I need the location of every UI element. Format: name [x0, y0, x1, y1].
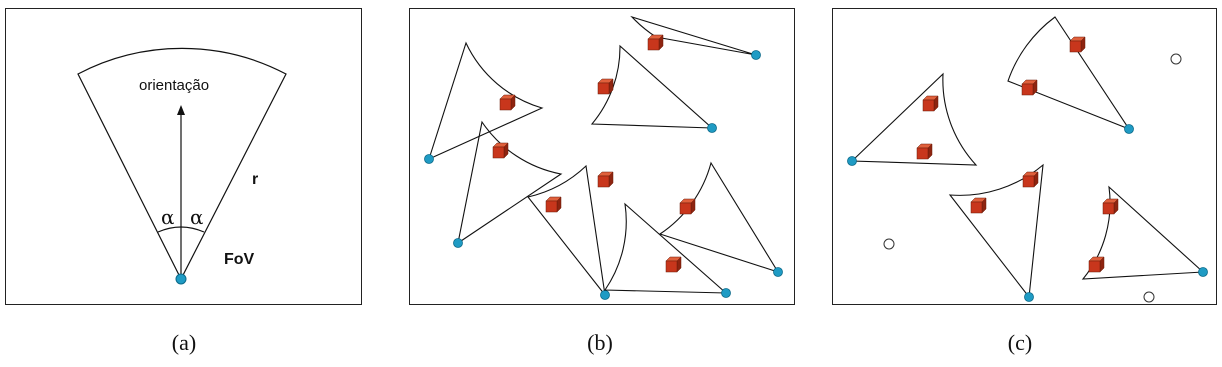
target-cube	[546, 197, 561, 212]
cube-front	[680, 203, 691, 214]
panel-a	[5, 8, 362, 305]
caption-a: (a)	[171, 330, 197, 355]
cube-front	[1103, 203, 1114, 214]
cube-front	[923, 100, 934, 111]
sensor-node	[601, 291, 610, 300]
target-cube	[917, 144, 932, 159]
sensor-node	[425, 155, 434, 164]
fov-sector	[429, 43, 542, 159]
fov-sector	[605, 204, 726, 293]
alpha-left-label: α	[161, 205, 175, 229]
fov-sector	[852, 74, 976, 165]
sensor-node	[176, 274, 186, 284]
fov-label: FoV	[224, 251, 255, 268]
cube-front	[1023, 176, 1034, 187]
target-cube	[500, 95, 515, 110]
fov-sector	[528, 166, 605, 295]
target-cube	[1089, 257, 1104, 272]
cube-front	[1070, 41, 1081, 52]
target-cube	[971, 198, 986, 213]
network-random-deployment	[410, 9, 796, 306]
fov-sector	[1008, 17, 1129, 129]
cube-front	[971, 202, 982, 213]
panel-b	[409, 8, 795, 305]
arrow-head	[177, 105, 185, 115]
cube-front	[493, 147, 504, 158]
fov-diagram	[6, 9, 363, 306]
cube-front	[1022, 84, 1033, 95]
alpha-right-label: α	[190, 205, 204, 229]
cube-front	[666, 261, 677, 272]
sensor-node	[708, 124, 717, 133]
target-cube	[1022, 80, 1037, 95]
inactive-sensor	[884, 239, 894, 249]
radius-label: r	[252, 171, 259, 188]
sensor-node	[454, 239, 463, 248]
cube-front	[500, 99, 511, 110]
sensor-node	[1025, 293, 1034, 302]
caption-b: (b)	[587, 330, 613, 355]
sensor-node	[848, 157, 857, 166]
cube-front	[648, 39, 659, 50]
cube-front	[917, 148, 928, 159]
network-optimized-deployment	[833, 9, 1218, 306]
caption-c: (c)	[1007, 330, 1033, 355]
target-cube	[598, 79, 613, 94]
target-cube	[598, 172, 613, 187]
fov-sector	[458, 122, 561, 243]
target-cube	[666, 257, 681, 272]
cube-front	[598, 83, 609, 94]
sensor-node	[1199, 268, 1208, 277]
sensor-node	[752, 51, 761, 60]
panel-c	[832, 8, 1217, 305]
sensor-node	[774, 268, 783, 277]
cube-front	[546, 201, 557, 212]
target-cube	[648, 35, 663, 50]
target-cube	[1103, 199, 1118, 214]
inactive-sensor	[1171, 54, 1181, 64]
target-cube	[923, 96, 938, 111]
inactive-sensor	[1144, 292, 1154, 302]
orientation-label: orientação	[139, 77, 210, 94]
target-cube	[1070, 37, 1085, 52]
target-cube	[493, 143, 508, 158]
sensor-node	[1125, 125, 1134, 134]
target-cube	[1023, 172, 1038, 187]
cube-front	[1089, 261, 1100, 272]
sensor-node	[722, 289, 731, 298]
cube-front	[598, 176, 609, 187]
fov-sector	[660, 163, 778, 272]
target-cube	[680, 199, 695, 214]
